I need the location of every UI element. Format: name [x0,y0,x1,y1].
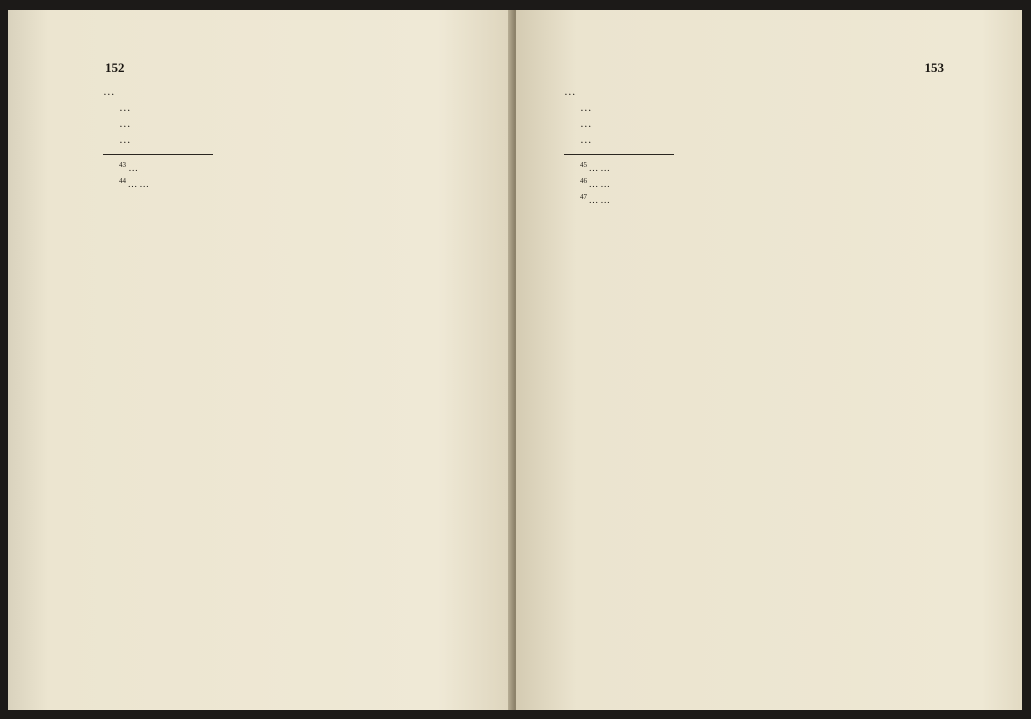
footnote [103,159,501,175]
paragraph: … [580,100,592,114]
page-number-left: 152 [105,60,125,75]
footnote-number: 44 [119,176,126,185]
footnote [564,175,962,191]
footnote [564,159,962,175]
page-number-right: 153 [924,60,944,75]
right-page-body [564,84,962,207]
right-page [516,10,1022,710]
footnote [564,191,962,207]
paragraph: … [119,100,131,114]
paragraph: … [580,116,592,130]
paragraph: … [119,132,131,146]
left-page-body [103,84,501,191]
footnote-source-title: … [128,179,137,190]
left-page [8,10,514,710]
footnote-text: … [128,162,138,174]
footnote-text: … [600,179,610,190]
footnote-source-title: … [589,179,598,190]
footnote-text: … [600,162,610,174]
footnote-text: … [139,179,149,190]
footnote-number: 45 [580,160,587,169]
paragraph: … [564,85,576,98]
footnote [103,175,501,191]
paragraph: … [119,116,131,130]
footnote-source-title: … [589,162,598,174]
footnote-number: 46 [580,176,587,185]
footnote-number: 47 [580,193,587,201]
footnote-divider [564,154,674,155]
paragraph: … [103,85,115,98]
footnote-number: 43 [119,160,126,169]
footnote-text: … [600,195,610,207]
footnote-divider [103,154,213,155]
paragraph: … [580,132,592,146]
footnote-source-title: … [589,195,598,207]
